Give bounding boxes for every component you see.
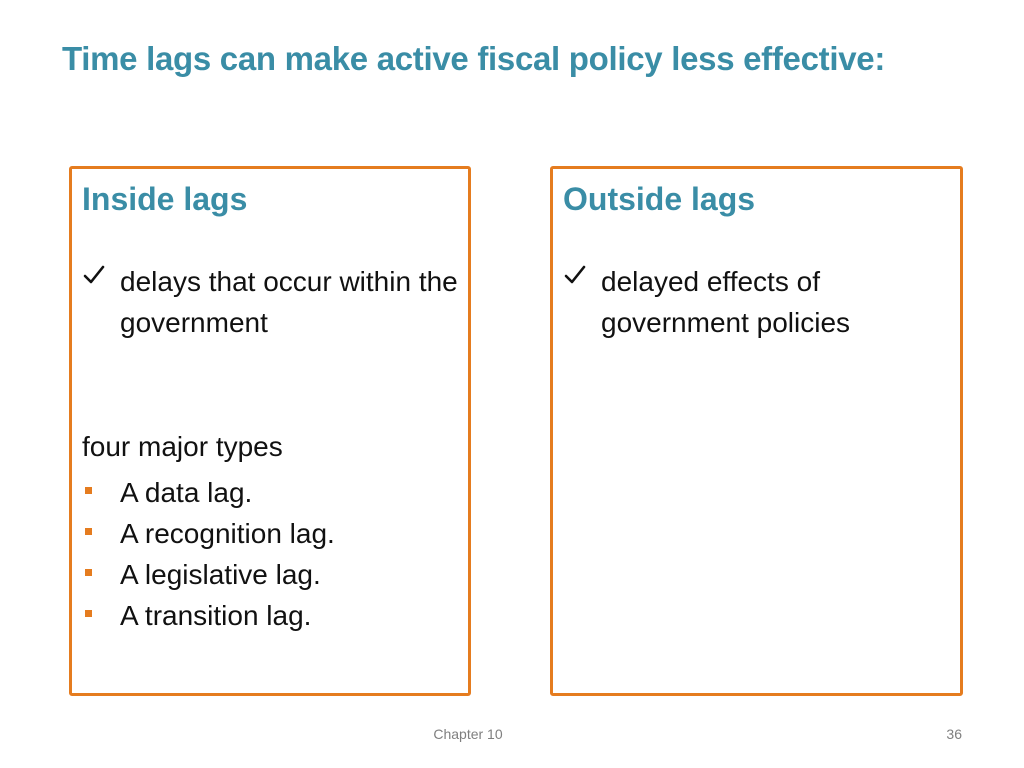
list-item [82,513,335,554]
square-bullet-icon [85,528,92,535]
inside-lags-check-item [82,261,462,343]
lag-type-label: A recognition lag. [120,518,335,549]
outside-lags-heading: Outside lags [563,181,756,217]
lag-type-label: A data lag. [120,477,253,508]
footer-chapter: Chapter 10 [433,726,503,742]
types-heading: four major types [82,431,283,462]
lag-type-label: A legislative lag. [120,559,321,590]
inside-lags-box [69,166,471,696]
lag-types-list [82,472,335,636]
slide-title: Time lags can make active fiscal policy less effective: [62,40,886,77]
check-icon [82,263,106,287]
square-bullet-icon [85,569,92,576]
inside-lags-heading: Inside lags [82,181,248,217]
outside-lags-box [550,166,963,696]
lag-type-label: A transition lag. [120,600,312,631]
list-item [82,554,335,595]
page-number: 36 [946,726,962,742]
outside-lags-description: delayed effects of government policies [601,266,851,338]
check-icon [563,263,587,287]
outside-lags-check-item [563,261,943,343]
list-item [82,472,335,513]
inside-lags-description: delays that occur within the government [120,266,458,338]
square-bullet-icon [85,487,92,494]
list-item [82,595,335,636]
square-bullet-icon [85,610,92,617]
